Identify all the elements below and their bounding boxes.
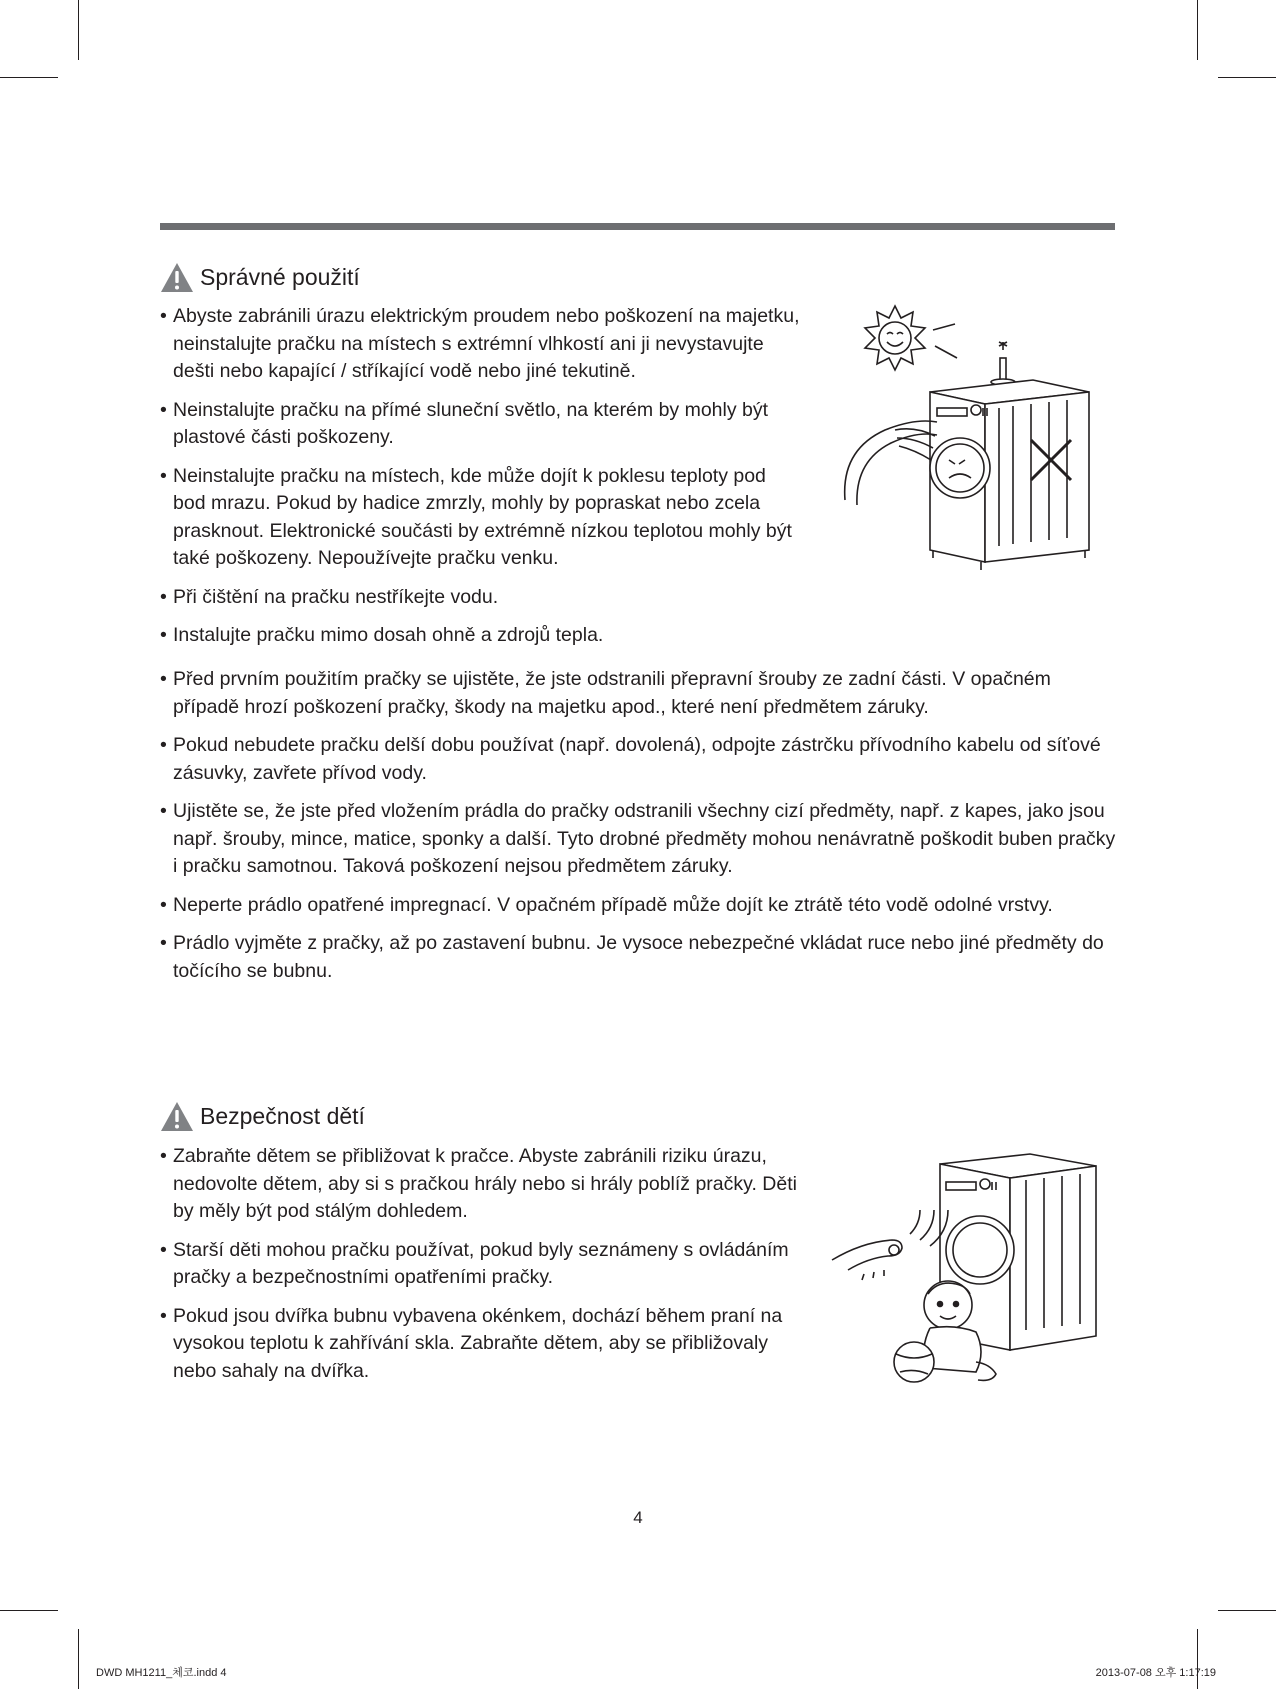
- warning-icon: [160, 1101, 194, 1132]
- child-near-washing-machine-illustration: [830, 1150, 1100, 1390]
- hand-icon: [832, 1210, 948, 1280]
- list-item: • Zabraňte dětem se přibližovat k pračce. Abyste zabránili riziku úrazu, nedovolte dětem, aby si s pračkou hrály nebo si hrály poblíž pračky. Děti by měly být pod stálým dohledem.: [160, 1143, 800, 1226]
- footer-timestamp: 2013-07-08 오후 1:17:19: [1095, 1667, 1216, 1679]
- section-title: Bezpečnost dětí: [200, 1103, 365, 1129]
- list-item: • Starší děti mohou pračku používat, pokud byly seznámeny s ovládáním pračky a bezpečnostními opatřeními pračky.: [160, 1237, 800, 1292]
- section-heading-child-safety: [160, 1101, 365, 1132]
- sun-icon: [865, 306, 957, 370]
- list-item: • Před prvním použitím pračky se ujistěte, že jste odstranili přepravní šrouby ze zadní části. V opačném případě hrozí poškození pračky, škody na majetku apod., které není předmětem záruky.: [160, 666, 1120, 721]
- crop-mark: [78, 0, 79, 60]
- warning-icon: [160, 262, 194, 293]
- list-item: • Neperte prádlo opatřené impregnací. V opačném případě může dojít ke ztrátě této vodě odolné vrstvy.: [160, 892, 1120, 920]
- section-title: Správné použití: [200, 264, 360, 290]
- footer-file-info: DWD MH1211_체코.indd 4: [96, 1667, 227, 1679]
- crop-mark: [78, 1629, 79, 1689]
- list-item: • Neinstalujte pračku na místech, kde může dojít k poklesu teploty pod bod mrazu. Pokud by hadice zmrzly, mohly by popraskat nebo zcela prasknout. Elektronické součásti by extrémně nízkou teplotou mohly být také poškozeny. Nepoužívejte pračku venku.: [160, 463, 800, 573]
- section-heading-proper-use: [160, 262, 360, 293]
- crop-mark: [1218, 77, 1276, 78]
- crop-mark: [0, 77, 58, 78]
- list-item: • Instalujte pračku mimo dosah ohně a zdrojů tepla.: [160, 622, 800, 650]
- bullet-list-proper-use-wide: [160, 666, 1120, 996]
- hose-icon: [845, 421, 937, 505]
- list-item: • Ujistěte se, že jste před vložením prádla do pračky odstranili všechny cizí předměty, např. z kapes, jako jsou např. šrouby, mince, matice, sponky a další. Tyto drobné předměty mohou nenávratně poškodit buben pračky i pračku samotnou. Taková poškození nejsou předmětem záruky.: [160, 798, 1120, 881]
- crop-mark: [1218, 1610, 1276, 1611]
- crop-mark: [0, 1610, 58, 1611]
- list-item: • Neinstalujte pračku na přímé sluneční světlo, na kterém by mohly být plastové části poškozeny.: [160, 397, 800, 452]
- ball-icon: [894, 1342, 934, 1382]
- list-item: • Prádlo vyjměte z pračky, až po zastavení bubnu. Je vysoce nebezpečné vkládat ruce nebo jiné předměty do točícího se bubnu.: [160, 930, 1120, 985]
- list-item: • Pokud nebudete pračku delší dobu používat (např. dovolená), odpojte zástrčku přívodního kabelu od síťové zásuvky, zavřete přívod vody.: [160, 732, 1120, 787]
- page-number: 4: [633, 1508, 643, 1527]
- candle-icon: [991, 342, 1015, 385]
- list-item: • Abyste zabránili úrazu elektrickým proudem nebo poškození na majetku, neinstalujte pračku na místech s extrémní vlhkostí ani ji nevystavujte dešti nebo kapající / stříkající vodě nebo jiné tekutině.: [160, 303, 800, 386]
- crop-mark: [1197, 0, 1198, 60]
- bullet-list-proper-use-narrow: [160, 303, 800, 661]
- washing-machine-hazard-illustration: [835, 300, 1115, 570]
- list-item: • Při čištění na pračku nestříkejte vodu.: [160, 584, 800, 612]
- crop-mark: [1197, 1629, 1198, 1689]
- list-item: • Pokud jsou dvířka bubnu vybavena okénkem, dochází během praní na vysokou teplotu k zahřívání skla. Zabraňte dětem, aby se přibližovaly nebo sahaly na dvířka.: [160, 1303, 800, 1386]
- bullet-list-child-safety: [160, 1143, 800, 1396]
- section-rule: [160, 223, 1115, 230]
